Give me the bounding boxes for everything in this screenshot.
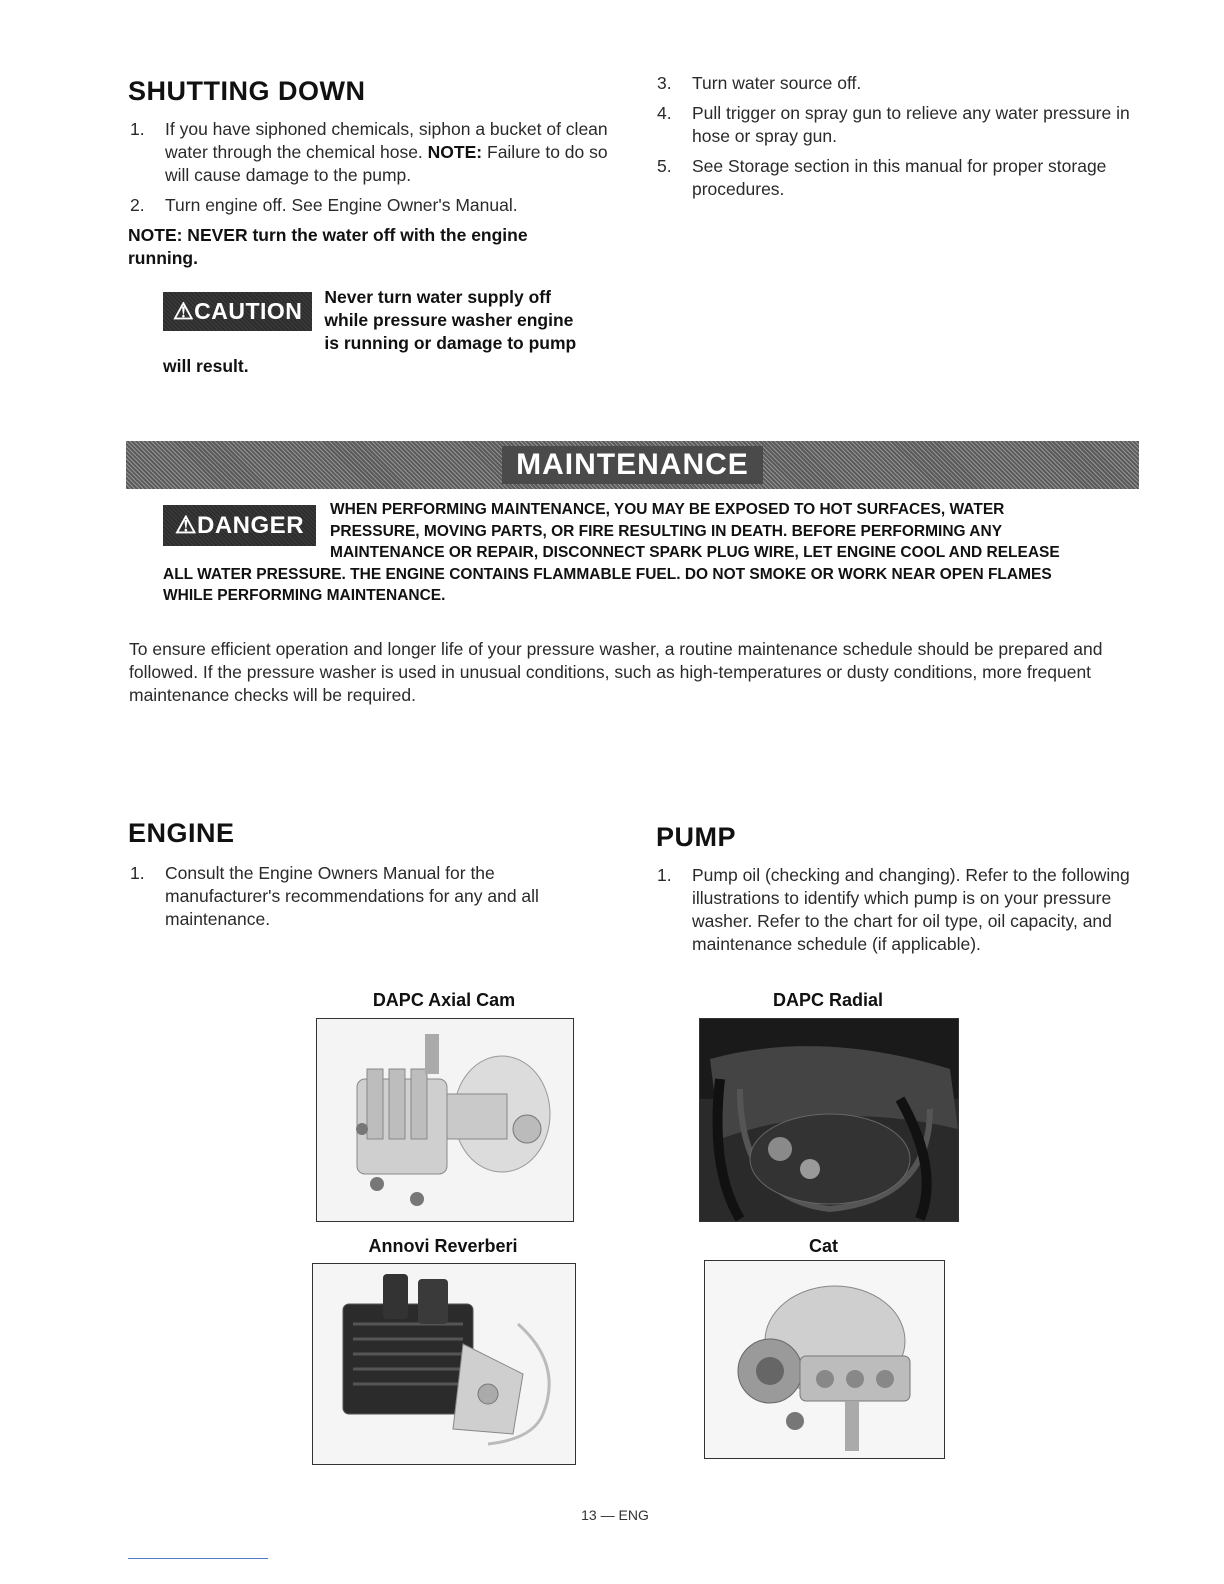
footer-rule	[128, 1558, 268, 1559]
step-text: Turn water source off.	[692, 73, 862, 93]
list-item	[130, 118, 610, 187]
step-text: See Storage section in this manual for proper storage procedures.	[692, 156, 1107, 199]
engine-title: ENGINE	[128, 818, 235, 848]
step-number: 1.	[657, 865, 672, 885]
shutting-down-steps	[130, 118, 610, 270]
danger-block	[163, 499, 1093, 607]
radial-pump-image	[699, 1018, 959, 1222]
caution-text: Never turn water supply off while pressure washer engine is running or damage to pump will result.	[163, 287, 577, 376]
axial-cam-caption: DAPC Axial Cam	[372, 990, 516, 1010]
cat-pump-image	[704, 1260, 945, 1459]
danger-badge: ⚠DANGER	[163, 505, 316, 546]
step-text: Consult the Engine Owners Manual for the manufacturer's recommendations for any and all maintenance.	[165, 863, 539, 929]
list-item	[657, 72, 1147, 95]
danger-text: WHEN PERFORMING MAINTENANCE, YOU MAY BE EXPOSED TO HOT SURFACES, WATER PRESSURE, MOVING PARTS, OR FIRE RESULTING IN DEATH. BEFORE PERFORMING ANY MAINTENANCE OR REPAIR, DISCONNECT SPARK PLUG WIRE, LET ENGINE COOL AND RELEASE ALL WATER PRESSURE. THE ENGINE CONTAINS FLAMMABLE FUEL. DO NOT SMOKE OR WORK NEAR OPEN FLAMES WHILE PERFORMING MAINTENANCE.	[163, 501, 1060, 604]
shutting-down-title: SHUTTING DOWN	[128, 76, 366, 106]
step-text: Pull trigger on spray gun to relieve any water pressure in hose or spray gun.	[692, 103, 1130, 146]
engine-steps	[130, 862, 605, 938]
annovi-caption: Annovi Reverberi	[368, 1236, 518, 1256]
page-number: 13 — ENG	[581, 1507, 649, 1523]
pump-title: PUMP	[656, 822, 737, 852]
maintenance-title: MAINTENANCE	[502, 446, 763, 484]
list-item	[130, 194, 610, 217]
step-number: 5.	[657, 156, 672, 176]
annovi-pump-image	[312, 1263, 576, 1465]
step-text: Turn engine off. See Engine Owner's Manual.	[165, 195, 518, 215]
list-item	[657, 102, 1147, 148]
cat-caption: Cat	[808, 1236, 838, 1256]
step-number: 2.	[130, 195, 145, 215]
list-item	[657, 155, 1147, 201]
list-item	[657, 864, 1147, 956]
radial-caption: DAPC Radial	[772, 990, 884, 1010]
engine-running-note: NOTE: NEVER turn the water off with the engine running.	[128, 225, 528, 268]
step-number: 3.	[657, 73, 672, 93]
step-text: Pump oil (checking and changing). Refer to the following illustrations to identify which pump is on your pressure washer. Refer to the chart for oil type, oil capacity, and maintenance schedule (if applicable).	[692, 865, 1130, 954]
caution-block	[163, 286, 583, 378]
shutting-down-steps-cont	[657, 72, 1147, 208]
note-text: Failure to do so will cause damage to the pump.	[165, 142, 608, 185]
maintenance-intro: To ensure efficient operation and longer life of your pressure washer, a routine maintenance schedule should be prepared and followed. If the pressure washer is used in unusual conditions, such as high-temperatures or dusty conditions, more frequent maintenance checks will be required.	[129, 639, 1103, 705]
step-number: 1.	[130, 119, 145, 139]
maintenance-banner	[126, 441, 1139, 489]
list-item	[130, 862, 605, 931]
note-label: NOTE:	[427, 142, 483, 162]
pump-steps	[657, 864, 1147, 963]
caution-badge: ⚠CAUTION	[163, 292, 312, 331]
step-number: 4.	[657, 103, 672, 123]
step-number: 1.	[130, 863, 145, 883]
step-text: If you have siphoned chemicals, siphon a bucket of clean water through the chemical hose.	[165, 119, 608, 162]
axial-cam-pump-image	[316, 1018, 574, 1222]
